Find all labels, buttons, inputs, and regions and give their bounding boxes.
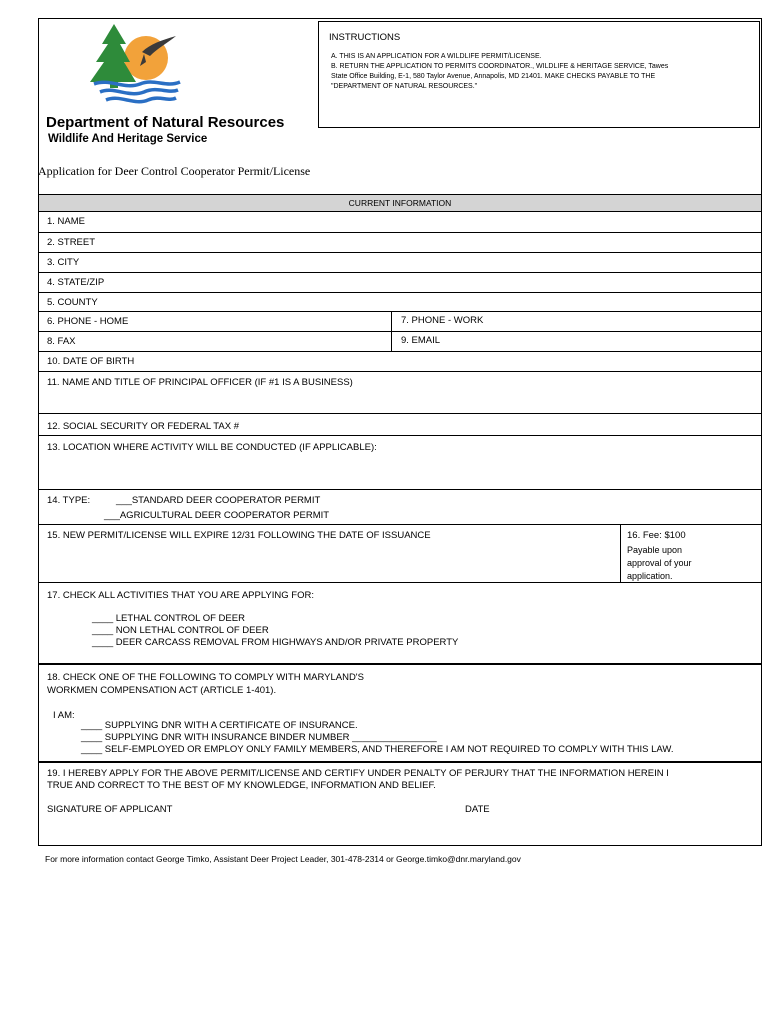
dob-label: 10. DATE OF BIRTH [47,356,135,367]
instruction-b3: "DEPARTMENT OF NATURAL RESOURCES." [331,83,478,90]
instruction-b2: State Office Building, E-1, 580 Taylor Avenue, Annapolis, MD 21401. MAKE CHECKS PAYABLE TO THE [331,73,656,80]
tax-id-field[interactable] [39,414,761,436]
county-label: 5. COUNTY [47,297,98,308]
comp-binder-option[interactable]: ____ SUPPLYING DNR WITH INSURANCE BINDER NUMBER ________________ [81,732,437,743]
instructions-box [318,21,760,128]
fax-label[interactable]: 8. FAX [47,336,76,347]
location-label: 13. LOCATION WHERE ACTIVITY WILL BE CONDUCTED (IF APPLICABLE): [47,442,377,453]
department-title: Department of Natural Resources [46,114,285,131]
tax-id-label: 12. SOCIAL SECURITY OR FEDERAL TAX # [47,421,239,432]
footer-contact: For more information contact George Timko, Assistant Deer Project Leader, 301-478-2314 or George.timko@dnr.maryland.gov [45,854,521,864]
phone-row [39,312,761,332]
state-zip-field[interactable] [39,273,761,293]
city-field[interactable] [39,253,761,273]
dob-field[interactable] [39,352,761,372]
type-label: 14. TYPE: [47,495,91,506]
certify-line1: 19. I HEREBY APPLY FOR THE ABOVE PERMIT/LICENSE AND CERTIFY UNDER PENALTY OF PERJURY THAT THE INFORMATION HEREIN I [47,768,669,779]
principal-officer-field[interactable] [39,372,761,414]
principal-officer-label: 11. NAME AND TITLE OF PRINCIPAL OFFICER (IF #1 IS A BUSINESS) [47,377,353,388]
name-field[interactable] [39,212,761,233]
activity-non-lethal[interactable]: ____ NON LETHAL CONTROL OF DEER [92,625,269,636]
section-header: CURRENT INFORMATION [39,194,761,212]
activity-carcass-removal[interactable]: ____ DEER CARCASS REMOVAL FROM HIGHWAYS AND/OR PRIVATE PROPERTY [92,637,459,648]
instruction-b1: B. RETURN THE APPLICATION TO PERMITS COORDINATOR., WILDLIFE & HERITAGE SERVICE, Tawes [331,63,669,70]
compensation-line1: 18. CHECK ONE OF THE FOLLOWING TO COMPLY WITH MARYLAND'S [47,672,364,683]
type-section [39,490,761,525]
signature-label[interactable]: SIGNATURE OF APPLICANT [47,804,173,815]
instruction-a: A. THIS IS AN APPLICATION FOR A WILDLIFE PERMIT/LICENSE. [331,53,542,60]
instructions-title: INSTRUCTIONS [329,32,401,43]
county-field[interactable] [39,293,761,312]
fax-email-row [39,332,761,352]
location-field[interactable] [39,436,761,490]
city-label: 3. CITY [47,257,80,268]
phone-home-label[interactable]: 6. PHONE - HOME [47,316,129,327]
fee-box [620,525,761,582]
type-standard-option[interactable]: ___STANDARD DEER COOPERATOR PERMIT [116,495,321,506]
fee-title: 16. Fee: $100 [627,530,686,541]
comp-self-employed-option[interactable]: ____ SELF-EMPLOYED OR EMPLOY ONLY FAMILY MEMBERS, AND THEREFORE I AM NOT REQUIRED TO COMPLY WITH THIS LAW. [81,744,674,755]
column-divider [391,312,392,352]
activities-title: 17. CHECK ALL ACTIVITIES THAT YOU ARE APPLYING FOR: [47,590,314,601]
activity-lethal[interactable]: ____ LETHAL CONTROL OF DEER [92,613,245,624]
certify-line2: TRUE AND CORRECT TO THE BEST OF MY KNOWLEDGE, INFORMATION AND BELIEF. [47,780,436,791]
street-field[interactable] [39,233,761,253]
compensation-iam: I AM: [53,710,75,721]
dnr-logo-icon [84,22,186,106]
street-label: 2. STREET [47,237,96,248]
comp-certificate-option[interactable]: ____ SUPPLYING DNR WITH A CERTIFICATE OF INSURANCE. [81,720,358,731]
application-title: Application for Deer Control Cooperator Permit/License [38,164,311,178]
expiry-text: 15. NEW PERMIT/LICENSE WILL EXPIRE 12/31 FOLLOWING THE DATE OF ISSUANCE [47,530,431,541]
type-agricultural-option[interactable]: ___AGRICULTURAL DEER COOPERATOR PERMIT [104,510,330,521]
phone-work-label[interactable]: 7. PHONE - WORK [401,315,484,326]
date-label[interactable]: DATE [465,804,490,815]
state-zip-label: 4. STATE/ZIP [47,277,105,288]
service-title: Wildlife And Heritage Service [48,133,208,145]
name-label: 1. NAME [47,216,86,227]
fee-note: Payable upon approval of your application. [627,545,692,581]
compensation-line2: WORKMEN COMPENSATION ACT (ARTICLE 1-401). [47,685,277,696]
email-label[interactable]: 9. EMAIL [401,335,441,346]
